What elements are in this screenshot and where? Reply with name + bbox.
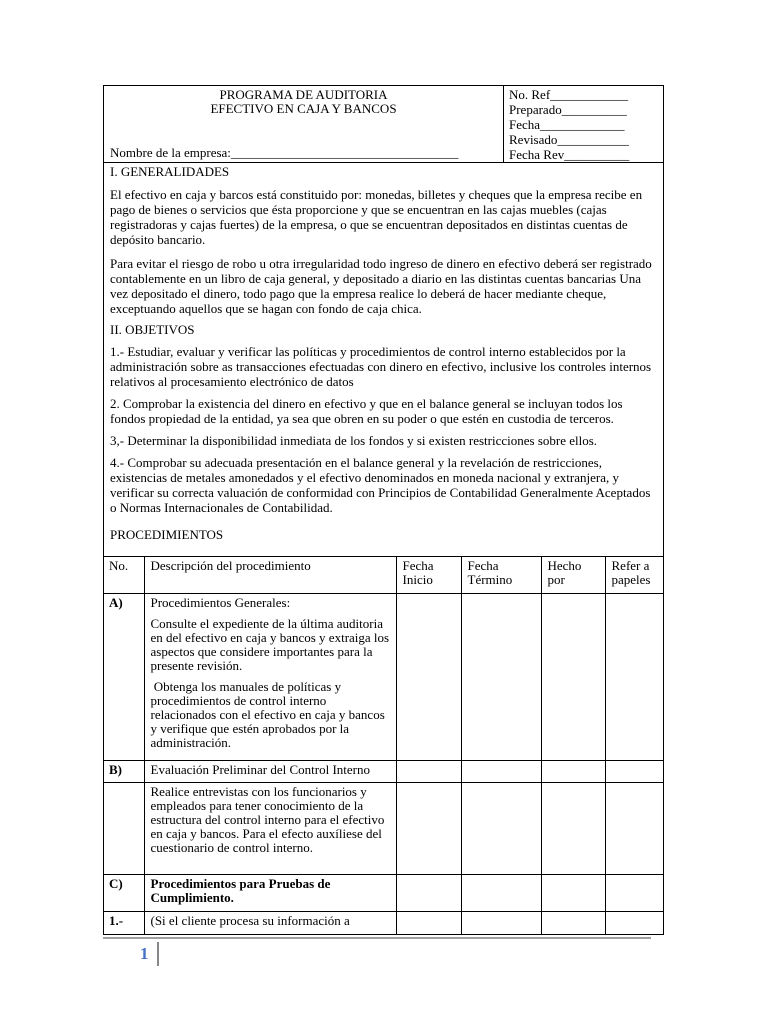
table-cell	[541, 594, 605, 761]
table-cell	[461, 783, 541, 875]
row-c-title: Procedimientos para Pruebas de Cumplimiento.	[144, 875, 396, 912]
table-row	[103, 875, 664, 912]
header-fecha-termino: Fecha Término	[461, 557, 541, 594]
ref-field: No. Ref____________	[509, 87, 629, 102]
preparado-field: Preparado__________	[509, 102, 627, 117]
table-cell	[605, 783, 664, 875]
table-header-row	[103, 557, 664, 594]
objective-3: 3,- Determinar la disponibilidad inmediata de los fondos y si existen restricciones sobre ellos.	[110, 433, 598, 448]
row-b-number: B)	[103, 761, 144, 783]
objective-1: 1.- Estudiar, evaluar y verificar las políticas y procedimientos de control interno establecidos por la administración sobre as transacciones efectuadas con dinero en efectivo, inclusive los controles internos relativos al procesamiento electrónico de datos	[110, 344, 652, 389]
header-title-block	[104, 86, 504, 162]
objetivos-heading: II. OBJETIVOS	[110, 322, 195, 337]
table-cell	[461, 875, 541, 912]
page-number: 1	[140, 944, 149, 963]
row-1-description: (Si el cliente procesa su información a	[144, 912, 396, 934]
table-cell	[605, 875, 664, 912]
row-1-number: 1.-	[103, 912, 144, 934]
table-cell	[605, 594, 664, 761]
document-body	[104, 164, 663, 542]
row-c-number: C)	[103, 875, 144, 912]
header-fecha-inicio: Fecha Inicio	[396, 557, 461, 594]
table-cell	[396, 783, 461, 875]
generalidades-heading: I. GENERALIDADES	[110, 164, 230, 179]
objective-2: 2. Comprobar la existencia del dinero en efectivo y que en el balance general se incluyan todos los fondos propiedad de la entidad, ya sea que obren en su poder o que estén en custodia de terceros.	[110, 396, 623, 426]
row-b-title: Evaluación Preliminar del Control Interno	[144, 761, 396, 783]
row-a-description	[144, 594, 396, 761]
table-row	[103, 783, 664, 875]
table-cell	[541, 761, 605, 783]
fecha-field: Fecha_____________	[509, 117, 625, 132]
row-a-title: Procedimientos Generales:	[150, 595, 291, 610]
table-row	[103, 912, 664, 934]
row-b-procedure: Realice entrevistas con los funcionarios y empleados para tener conocimiento de la estructura del control interno para el efectivo en caja y bancos. Para el efecto auxíliese del cuestionario de control interno.	[144, 783, 396, 875]
table-cell	[396, 594, 461, 761]
generalidades-paragraph-2: Para evitar el riesgo de robo u otra irregularidad todo ingreso de dinero en efectivo deberá ser registrado contablemente en un libro de caja general, y depositado a diario en las distintas cuentas bancarias Una vez depositado el dinero, todo pago que la empresa realice lo deberá de hacer mediante cheque, exceptuando aquellos que se hagan con fondo de caja chica.	[110, 256, 652, 316]
procedures-table	[103, 556, 664, 934]
table-cell	[541, 783, 605, 875]
row-a-procedure-1: Consulte el expediente de la última auditoria en del efectivo en caja y bancos y extraiga los aspectos que considere importantes para la presente revisión.	[150, 616, 390, 673]
table-row	[103, 594, 664, 761]
header-hecho-por: Hecho por	[541, 557, 605, 594]
table-cell	[461, 912, 541, 934]
table-cell	[605, 912, 664, 934]
objective-4: 4.- Comprobar su adecuada presentación en el balance general y la revelación de restricciones, existencias de metales amonedados y el efectivo denominados en moneda nacional y extranjera, y verificar su correcta valuación de conformidad con Principios de Contabilidad Generalmente Aceptados o Normas Internacionales de Contabilidad.	[110, 455, 651, 515]
table-cell	[461, 761, 541, 783]
table-cell	[396, 761, 461, 783]
row-a-procedure-2: Obtenga los manuales de políticas y procedimientos de control interno relacionados con el efectivo en caja y bancos y verifique que estén aprobados por la administración.	[150, 679, 388, 750]
generalidades-paragraph-1: El efectivo en caja y barcos está constituido por: monedas, billetes y cheques que la empresa recibe en pago de bienes o servicios que ésta proporcione y que se encuentran en las cajas muebles (cajas registradoras y cajas fuertes) de la empresa, o que se encuentran depositados en distintas cuentas de depósito bancario.	[110, 187, 643, 247]
table-row	[103, 761, 664, 783]
footer-rule	[103, 937, 651, 939]
header-row	[104, 86, 663, 163]
program-title: PROGRAMA DE AUDITORIA	[219, 87, 388, 102]
table-cell	[103, 783, 144, 875]
table-cell	[541, 912, 605, 934]
revisado-field: Revisado___________	[509, 132, 629, 147]
audit-program-sheet	[103, 85, 664, 935]
program-subtitle: EFECTIVO EN CAJA Y BANCOS	[210, 101, 397, 116]
table-cell	[396, 912, 461, 934]
row-a-number: A)	[103, 594, 144, 761]
table-cell	[396, 875, 461, 912]
table-cell	[461, 594, 541, 761]
header-refer-papeles: Refer a papeles	[605, 557, 664, 594]
header-descripcion: Descripción del procedimiento	[144, 557, 396, 594]
footer-divider	[157, 942, 159, 966]
table-cell	[605, 761, 664, 783]
company-name-field: Nombre de la empresa:___________________________________	[110, 145, 459, 160]
procedimientos-heading: PROCEDIMIENTOS	[110, 527, 224, 542]
table-cell	[541, 875, 605, 912]
header-reference-block	[504, 86, 663, 162]
header-no: No.	[103, 557, 144, 594]
fecha-rev-field: Fecha Rev__________	[509, 147, 630, 162]
